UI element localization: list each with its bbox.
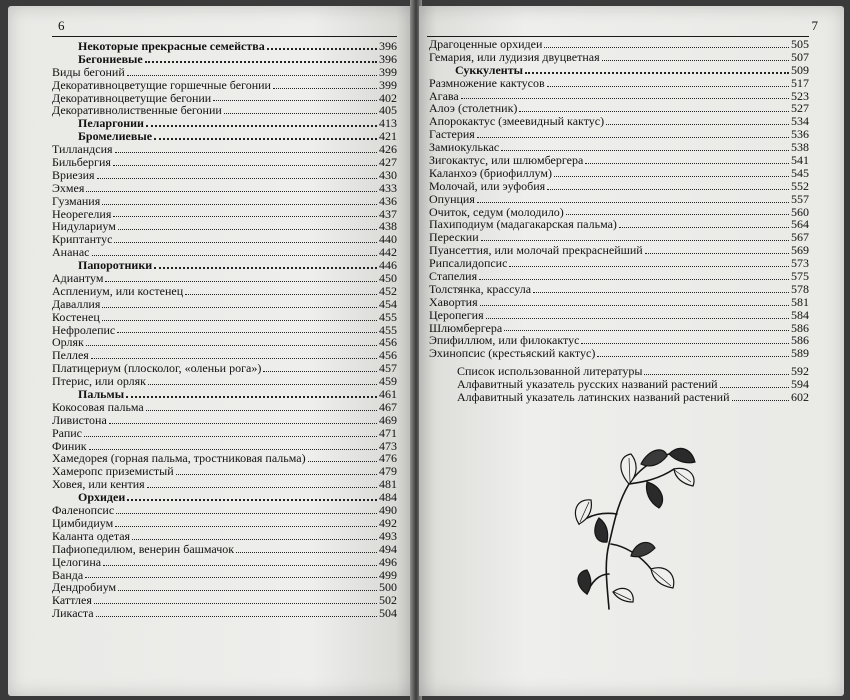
toc-entry-page: 552	[791, 178, 809, 193]
dot-leader	[114, 242, 377, 243]
dot-leader	[127, 499, 377, 501]
toc-entry-title: Виды бегоний	[52, 64, 125, 79]
dot-leader	[554, 176, 789, 177]
dot-leader	[585, 163, 789, 164]
toc-entry-page: 461	[379, 387, 397, 402]
toc-entry-title: Ванда	[52, 567, 84, 582]
toc-entry-title: Очиток, седум (молодило)	[429, 204, 564, 219]
toc-entry-page: 504	[379, 606, 397, 621]
toc-entry-title: Агава	[429, 88, 459, 103]
left-toc	[52, 40, 397, 620]
toc-entry-page: 469	[379, 412, 397, 427]
dot-leader	[308, 461, 377, 462]
toc-entry-title: Список использованной литературы	[457, 364, 643, 379]
dot-leader	[146, 410, 377, 411]
toc-entry-page: 442	[379, 245, 397, 260]
toc-entry-page: 560	[791, 204, 809, 219]
toc-entry	[52, 336, 397, 349]
toc-entry-page: 396	[379, 38, 397, 53]
toc-entry-page: 592	[791, 364, 809, 379]
toc-entry-title: Хамедорея (горная пальма, тростниковая пальма)	[52, 451, 306, 466]
toc-entry-title: Перескии	[429, 230, 479, 245]
dot-leader	[96, 616, 377, 617]
toc-entry-page: 502	[379, 593, 397, 608]
dot-leader	[525, 72, 789, 74]
dot-leader	[118, 590, 377, 591]
toc-entry-title: Тилландсия	[52, 142, 113, 157]
right-page-number: 7	[811, 18, 818, 33]
toc-entry-page: 413	[379, 116, 397, 131]
dot-leader	[126, 396, 377, 398]
toc-entry	[429, 257, 809, 270]
toc-entry-title: Декоративноцветущие бегонии	[52, 90, 212, 105]
dot-leader	[547, 189, 789, 190]
toc-section-heading	[52, 388, 397, 401]
toc-entry-title: Размножение кактусов	[429, 75, 545, 90]
toc-entry-title: Пуансеттия, или молочай прекраснейший	[429, 243, 643, 258]
toc-entry-page: 564	[791, 217, 809, 232]
toc-section-heading	[52, 259, 397, 272]
toc-entry-title: Эхинопсис (крестьяский кактус)	[429, 346, 596, 361]
toc-entry	[429, 77, 809, 90]
toc-entry-page: 446	[379, 258, 397, 273]
toc-entry	[429, 391, 809, 404]
toc-entry-page: 402	[379, 90, 397, 105]
toc-entry	[429, 167, 809, 180]
toc-entry	[52, 182, 397, 195]
dot-leader	[185, 294, 377, 295]
toc-entry	[52, 272, 397, 285]
toc-entry-page: 426	[379, 142, 397, 157]
dot-leader	[117, 332, 377, 333]
toc-entry-title: Некоторые прекрасные семейства	[78, 38, 265, 53]
toc-entry-page: 427	[379, 155, 397, 169]
toc-entry-title: Пеларгонии	[78, 116, 144, 131]
toc-entry-title: Пеллея	[52, 348, 89, 363]
toc-entry-page: 484	[379, 490, 397, 505]
dot-leader	[547, 86, 789, 87]
dot-leader	[86, 191, 377, 192]
toc-entry-title: Дендробиум	[52, 580, 117, 595]
toc-entry-page: 534	[791, 114, 809, 129]
dot-leader	[732, 400, 789, 401]
dot-leader	[115, 152, 377, 153]
toc-entry-title: Церопегия	[429, 307, 484, 322]
toc-entry-title: Суккуленты	[455, 62, 523, 77]
dot-leader	[533, 292, 789, 293]
toc-entry-page: 459	[379, 374, 397, 389]
toc-entry-title: Хамеропс приземистый	[52, 464, 174, 479]
toc-entry-title: Зигокактус, или шлюмбергера	[429, 153, 584, 167]
toc-entry-page: 575	[791, 269, 809, 284]
toc-entry-page: 456	[379, 348, 397, 363]
dot-leader	[602, 60, 789, 61]
dot-leader	[501, 150, 789, 151]
toc-entry-page: 437	[379, 206, 397, 221]
toc-entry-title: Драгоценные орхидеи	[429, 36, 543, 51]
toc-entry	[429, 180, 809, 193]
toc-entry	[52, 233, 397, 246]
dot-leader	[176, 474, 377, 475]
toc-section-heading	[52, 40, 397, 53]
toc-entry-page: 481	[379, 477, 397, 492]
toc-entry	[429, 218, 809, 231]
toc-entry-title: Апорокактус (змеевидный кактус)	[429, 114, 605, 129]
toc-entry-page: 396	[379, 51, 397, 66]
dot-leader	[109, 423, 377, 424]
dot-leader	[91, 358, 377, 359]
toc-entry	[52, 530, 397, 543]
toc-entry-page: 467	[379, 399, 397, 414]
dot-leader	[224, 113, 377, 114]
dot-leader	[273, 88, 377, 89]
toc-entry-title: Пахиподиум (мадагакарская пальма)	[429, 217, 617, 232]
dot-leader	[544, 47, 789, 48]
dot-leader	[479, 279, 789, 280]
dot-leader	[461, 98, 789, 99]
dot-leader	[132, 539, 377, 540]
toc-entry-title: Фаленопсис	[52, 503, 115, 518]
toc-entry-title: Гемария, или лудизия двуцветная	[429, 49, 600, 64]
toc-entry-page: 430	[379, 167, 397, 182]
toc-entry-title: Криптантус	[52, 232, 113, 247]
toc-entry-title: Толстянка, крассула	[429, 281, 532, 296]
toc-entry-title: Алоэ (столетник)	[429, 101, 518, 116]
toc-entry	[52, 66, 397, 79]
toc-entry-page: 586	[791, 333, 809, 348]
dot-leader	[113, 165, 377, 166]
dot-leader	[519, 111, 789, 112]
dot-leader	[127, 75, 377, 76]
dot-leader	[154, 267, 377, 269]
toc-entry-page: 450	[379, 271, 397, 286]
toc-entry	[52, 401, 397, 414]
toc-entry-page: 578	[791, 281, 809, 296]
dot-leader	[154, 138, 377, 140]
toc-entry-title: Ховея, или кентия	[52, 477, 145, 492]
dot-leader	[486, 318, 789, 319]
dot-leader	[146, 125, 377, 127]
toc-entry	[429, 115, 809, 128]
left-header-rule	[52, 36, 397, 37]
toc-entry-title: Бромелиевые	[78, 129, 153, 144]
toc-entry-page: 479	[379, 464, 397, 479]
toc-entry-page: 493	[379, 528, 397, 543]
toc-entry	[52, 427, 397, 440]
toc-entry	[429, 38, 809, 51]
toc-entry-page: 569	[791, 243, 809, 258]
toc-entry-title: Опунция	[429, 191, 475, 206]
toc-entry-page: 455	[379, 309, 397, 324]
dot-leader	[481, 240, 789, 241]
dot-leader	[581, 343, 789, 344]
toc-entry	[52, 298, 397, 311]
toc-entry	[429, 154, 809, 167]
toc-entry-title: Алфавитный указатель латинских названий растений	[457, 390, 730, 405]
toc-entry-page: 490	[379, 503, 397, 518]
dot-leader	[263, 371, 377, 372]
toc-entry-title: Асплениум, или костенец	[52, 283, 184, 298]
toc-entry-page: 476	[379, 451, 397, 466]
toc-entry	[52, 517, 397, 530]
toc-entry	[52, 311, 397, 324]
toc-entry-page: 594	[791, 377, 809, 392]
toc-section-heading	[52, 53, 397, 66]
toc-entry-page: 473	[379, 438, 397, 453]
dot-leader	[92, 255, 378, 256]
toc-entry	[52, 556, 397, 569]
toc-entry	[52, 156, 397, 169]
dot-leader	[102, 307, 377, 308]
toc-entry-title: Каланта одетая	[52, 528, 131, 543]
toc-entry-title: Алфавитный указатель русских названий растений	[457, 377, 718, 392]
left-page	[8, 6, 413, 696]
dot-leader	[477, 137, 789, 138]
toc-entry-title: Ливистона	[52, 412, 107, 427]
toc-entry-page: 517	[791, 75, 809, 90]
toc-entry-page: 399	[379, 77, 397, 92]
toc-entry-title: Костенец	[52, 309, 100, 324]
toc-entry	[429, 309, 809, 322]
toc-entry-title: Рипсалидопсис	[429, 256, 508, 271]
toc-entry	[429, 270, 809, 283]
toc-entry-title: Вриезия	[52, 167, 95, 182]
toc-entry-page: 405	[379, 103, 397, 118]
toc-entry-title: Птерис, или орляк	[52, 374, 146, 389]
dot-leader	[720, 387, 789, 388]
toc-entry-page: 536	[791, 127, 809, 142]
toc-entry-title: Ликаста	[52, 606, 94, 621]
dot-leader	[89, 449, 377, 450]
toc-entry-page: 567	[791, 230, 809, 245]
toc-section-heading	[429, 64, 809, 77]
toc-entry-page: 421	[379, 129, 397, 144]
dot-leader	[566, 214, 789, 215]
dot-leader	[113, 216, 377, 217]
toc-entry-title: Ананас	[52, 245, 90, 260]
toc-entry	[429, 296, 809, 309]
toc-entry-title: Папоротники	[78, 258, 153, 273]
toc-entry	[52, 79, 397, 92]
dot-leader	[115, 526, 377, 527]
toc-entry	[429, 193, 809, 206]
toc-entry-page: 527	[791, 101, 809, 116]
toc-entry-title: Неорегелия	[52, 206, 112, 221]
toc-entry-title: Целогина	[52, 554, 102, 569]
toc-entry-title: Платицериум (плосколог, «оленьи рога»)	[52, 361, 262, 376]
toc-entry-title: Адиантум	[52, 271, 104, 286]
dot-leader	[509, 266, 789, 267]
toc-entry-title: Рапис	[52, 425, 83, 440]
toc-entry	[429, 283, 809, 296]
toc-entry-page: 452	[379, 283, 397, 298]
toc-entry-page: 507	[791, 49, 809, 64]
toc-entry-page: 399	[379, 64, 397, 79]
toc-entry-page: 457	[379, 361, 397, 376]
dot-leader	[102, 204, 377, 205]
dot-leader	[97, 178, 377, 179]
toc-entry	[52, 581, 397, 594]
toc-entry-title: Нефролепис	[52, 322, 116, 337]
dot-leader	[504, 330, 789, 331]
toc-entry-page: 581	[791, 294, 809, 309]
toc-entry-page: 456	[379, 335, 397, 350]
toc-entry-title: Стапелия	[429, 269, 478, 284]
dot-leader	[118, 229, 377, 230]
dot-leader	[644, 374, 789, 375]
toc-entry-title: Хавортия	[429, 294, 478, 309]
toc-entry-title: Орляк	[52, 335, 84, 350]
toc-entry-title: Финик	[52, 438, 87, 453]
dot-leader	[148, 384, 377, 385]
toc-entry-title: Эхмея	[52, 180, 85, 195]
dot-leader	[105, 281, 377, 282]
toc-entry-page: 538	[791, 140, 809, 155]
dot-leader	[645, 253, 789, 254]
toc-entry-title: Гастерия	[429, 127, 475, 142]
toc-entry	[52, 543, 397, 556]
toc-entry-page: 433	[379, 180, 397, 195]
right-toc	[429, 38, 809, 404]
toc-entry-page: 584	[791, 307, 809, 322]
toc-entry-title: Каланхоэ (бриофиллум)	[429, 165, 552, 180]
toc-entry-page: 492	[379, 515, 397, 530]
toc-entry	[52, 414, 397, 427]
toc-entry-page: 602	[791, 390, 809, 405]
toc-entry	[429, 347, 809, 360]
dot-leader	[267, 48, 377, 50]
toc-entry-title: Молочай, или эуфобия	[429, 178, 546, 193]
toc-entry-page: 586	[791, 320, 809, 335]
toc-entry-page: 438	[379, 219, 397, 234]
dot-leader	[86, 345, 377, 346]
dot-leader	[477, 202, 789, 203]
dot-leader	[85, 577, 377, 578]
toc-entry-title: Шлюмбергера	[429, 320, 503, 335]
toc-entry-title: Кокосовая пальма	[52, 399, 144, 414]
toc-entry-page: 523	[791, 88, 809, 103]
dot-leader	[145, 61, 377, 63]
toc-entry-page: 471	[379, 425, 397, 440]
toc-entry-page: 589	[791, 346, 809, 361]
toc-entry-title: Замиокулькас	[429, 140, 500, 155]
toc-entry-page: 505	[791, 36, 809, 51]
toc-entry-page: 573	[791, 256, 809, 271]
toc-entry	[52, 594, 397, 607]
toc-entry-title: Нидулариум	[52, 219, 116, 234]
toc-entry-title: Пафиопедилюм, венерин башмачок	[52, 541, 235, 556]
dot-leader	[236, 552, 377, 553]
dot-leader	[84, 436, 377, 437]
toc-entry-page: 557	[791, 191, 809, 206]
toc-entry-page: 454	[379, 296, 397, 311]
dot-leader	[597, 356, 789, 357]
toc-entry-title: Бегониевые	[78, 51, 143, 66]
toc-entry	[52, 169, 397, 182]
toc-entry-page: 541	[791, 153, 809, 167]
toc-entry	[52, 195, 397, 208]
toc-entry	[52, 285, 397, 298]
toc-entry-page: 436	[379, 193, 397, 208]
dot-leader	[103, 565, 377, 566]
toc-entry-title: Цимбидиум	[52, 515, 114, 530]
left-page-number: 6	[58, 18, 65, 33]
right-page	[419, 6, 844, 696]
toc-entry	[429, 51, 809, 64]
toc-entry-title: Каттлея	[52, 593, 92, 608]
dot-leader	[480, 305, 789, 306]
toc-entry-title: Эпифиллюм, или филокактус	[429, 333, 580, 348]
toc-entry-title: Гузмания	[52, 193, 101, 208]
toc-entry-page: 494	[379, 541, 397, 556]
toc-entry-title: Пальмы	[78, 387, 125, 402]
toc-entry-page: 496	[379, 554, 397, 569]
toc-entry-page: 499	[379, 567, 397, 582]
toc-entry	[52, 607, 397, 620]
toc-entry-title: Бильбергия	[52, 155, 111, 169]
toc-entry	[52, 324, 397, 337]
toc-entry-page: 509	[791, 62, 809, 77]
dot-leader	[116, 513, 377, 514]
toc-entry-page: 440	[379, 232, 397, 247]
toc-entry-title: Декоративноцветущие горшечные бегонии	[52, 77, 271, 92]
toc-entry-page: 545	[791, 165, 809, 180]
dot-leader	[606, 124, 789, 125]
trailing-vine-leaf-icon	[569, 434, 699, 614]
dot-leader	[102, 320, 377, 321]
toc-entry-page: 500	[379, 580, 397, 595]
toc-entry-page: 455	[379, 322, 397, 337]
dot-leader	[147, 487, 377, 488]
dot-leader	[213, 100, 377, 101]
dot-leader	[619, 227, 789, 228]
dot-leader	[94, 603, 377, 604]
toc-entry-title: Декоративнолиственные бегонии	[52, 103, 222, 118]
toc-entry-title: Даваллия	[52, 296, 101, 311]
toc-entry-title: Орхидеи	[78, 490, 126, 505]
